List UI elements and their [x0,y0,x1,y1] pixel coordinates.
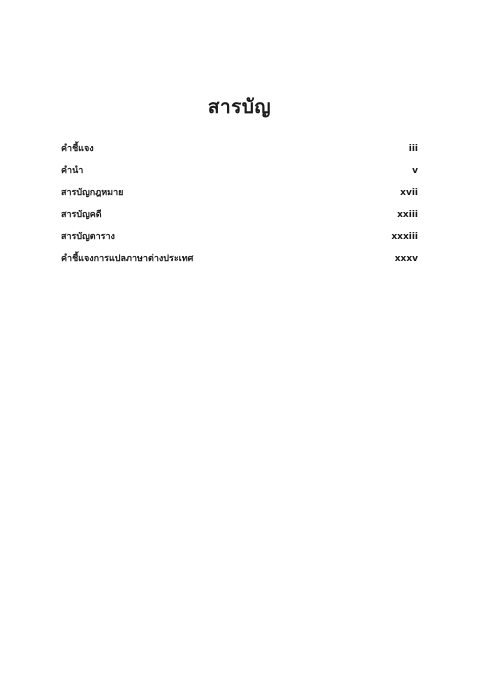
toc-label: คำชี้แจง [61,144,94,154]
toc-label: สารบัญกฎหมาย [61,188,124,198]
toc-page-number: xxiii [397,210,418,220]
toc-page-number: iii [408,144,418,154]
toc-label: สารบัญตาราง [61,232,115,242]
toc-front-row [0,163,479,179]
toc-front-row [0,207,479,223]
toc-chapter-row [0,259,479,275]
toc-front-row [0,185,479,201]
toc-page-number: v [412,166,418,176]
toc-page-number: xxxiii [391,232,418,242]
toc-page-number: xxxv [394,254,418,264]
toc-front-row [0,141,479,157]
toc-front-row [0,229,479,245]
toc-label: คำชี้แจงการแปลภาษาต่างประเทศ [61,254,194,264]
toc-label: สารบัญคดี [61,210,102,220]
toc-label: คำนำ [61,166,84,176]
toc-page-number: xvii [400,188,418,198]
page-title: สารบัญ [207,96,272,118]
